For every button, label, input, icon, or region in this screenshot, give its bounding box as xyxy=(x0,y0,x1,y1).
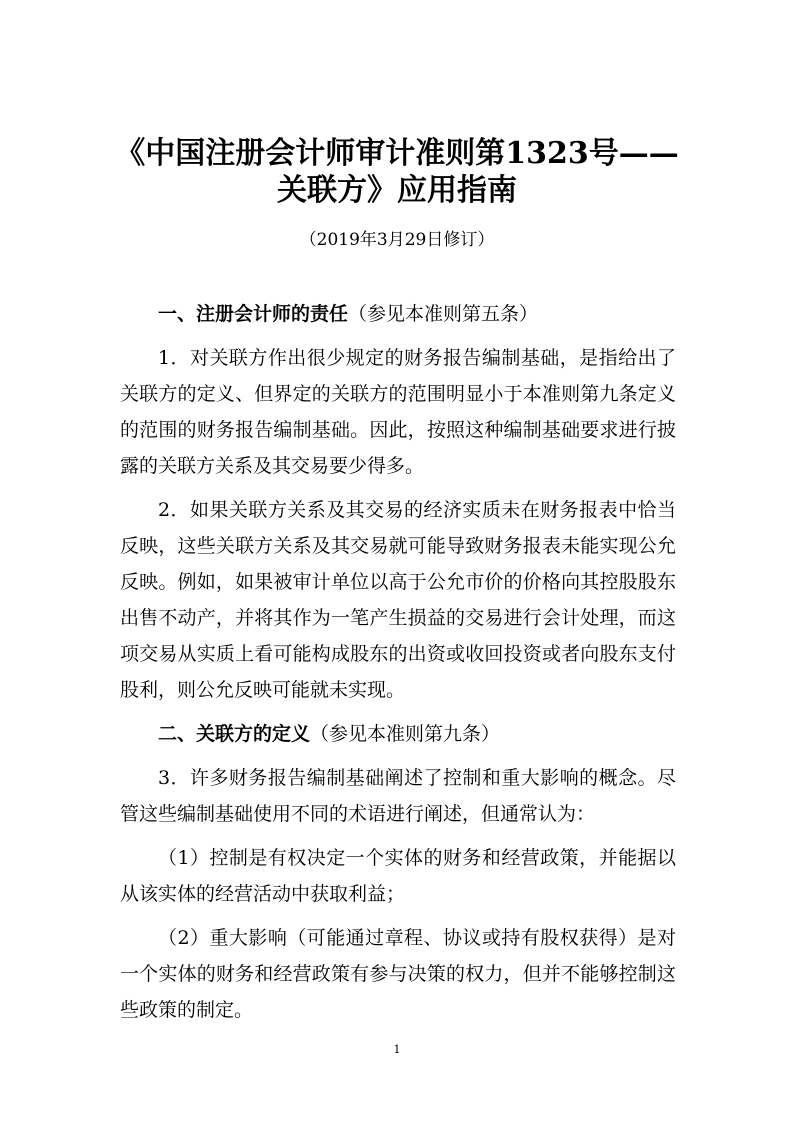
document-body xyxy=(120,296,676,1036)
section-heading-title: 一、注册会计师的责任 xyxy=(158,303,349,325)
document-title-line-2: 关联方》应用指南 xyxy=(277,173,517,208)
paragraph: 2．如果关联方关系及其交易的经济实质未在财务报表中恰当反映，这些关联方关系及其交易就可能导致财务报表未能实现公允反映。例如，如果被审计单位以高于公允市价的价格向其控股股东出售不动产，并将其作为一笔产生损益的交易进行会计处理，而这项交易从实质上看可能构成股东的出资或收回投资或者向股东支付股利，则公允反映可能就未实现。 xyxy=(120,499,676,701)
list-item: （2）重大影响（可能通过章程、协议或持有股权获得）是对一个实体的财务和经营政策有参与决策的权力，但并不能够控制这些政策的制定。 xyxy=(120,927,676,1021)
section-heading-reference: （参见本准则第九条） xyxy=(310,723,501,745)
section-heading-title: 二、关联方的定义 xyxy=(158,723,311,745)
paragraph: 1．对关联方作出很少规定的财务报告编制基础，是指给出了关联方的定义、但界定的关联方的范围明显小于本准则第九条定义的范围的财务报告编制基础。因此，按照这种编制基础要求进行披露的关联方关系及其交易要少得多。 xyxy=(120,347,676,477)
list-item: （1）控制是有权决定一个实体的财务和经营政策，并能据以从该实体的经营活动中获取利益； xyxy=(120,847,676,905)
revision-date: （2019年3月29日修订） xyxy=(299,230,495,250)
document-title-line-1: 《中国注册会计师审计准则第1323号—— xyxy=(115,136,679,171)
paragraph: 3．许多财务报告编制基础阐述了控制和重大影响的概念。尽管这些编制基础使用不同的术语进行阐述，但通常认为： xyxy=(120,767,676,825)
section-heading-reference: （参见本准则第五条） xyxy=(348,303,539,325)
section-heading xyxy=(120,296,676,332)
page-number: 1 xyxy=(393,1043,401,1056)
section-heading xyxy=(120,716,676,752)
